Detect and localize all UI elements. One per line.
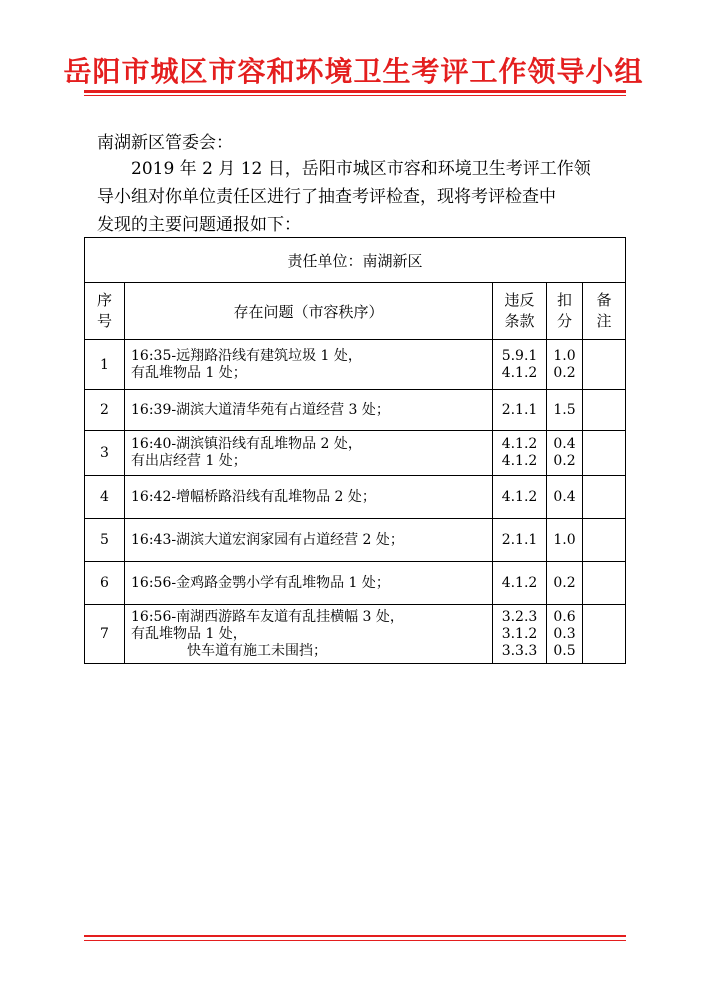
row-clauses: 5.9.1 4.1.2 bbox=[493, 340, 547, 390]
intro-line: 发现的主要问题通报如下： bbox=[97, 215, 301, 235]
intro-line: 2019 年 2 月 12 日，岳阳市城区市容和环境卫生考评工作领 bbox=[131, 159, 591, 179]
footer-rule-thick bbox=[84, 935, 626, 937]
table-row bbox=[85, 476, 626, 519]
row-problem: 16:56-金鸡路金鹗小学有乱堆物品 1 处； bbox=[125, 562, 493, 605]
row-clauses: 4.1.2 bbox=[493, 562, 547, 605]
row-clauses: 4.1.2 bbox=[493, 476, 547, 519]
row-scores: 1.0 bbox=[547, 519, 583, 562]
row-scores: 0.4 0.2 bbox=[547, 431, 583, 476]
seq-header: 序 号 bbox=[85, 283, 125, 340]
row-remark bbox=[583, 390, 626, 431]
table-row bbox=[85, 519, 626, 562]
responsible-unit: 责任单位：南湖新区 bbox=[85, 238, 626, 283]
row-remark bbox=[583, 562, 626, 605]
row-remark bbox=[583, 519, 626, 562]
row-problem: 16:35-远翔路沿线有建筑垃圾 1 处， 有乱堆物品 1 处； bbox=[125, 340, 493, 390]
remark-header: 备 注 bbox=[583, 283, 626, 340]
row-seq: 2 bbox=[85, 390, 125, 431]
row-problem: 16:42-增幅桥路沿线有乱堆物品 2 处； bbox=[125, 476, 493, 519]
table-row bbox=[85, 605, 626, 664]
inspection-table bbox=[84, 237, 626, 664]
clause-header: 违反 条款 bbox=[493, 283, 547, 340]
row-clauses: 3.2.3 3.1.2 3.3.3 bbox=[493, 605, 547, 664]
header-row bbox=[85, 283, 626, 340]
row-clauses: 4.1.2 4.1.2 bbox=[493, 431, 547, 476]
row-scores: 0.2 bbox=[547, 562, 583, 605]
row-seq: 4 bbox=[85, 476, 125, 519]
row-clauses: 2.1.1 bbox=[493, 390, 547, 431]
row-seq: 3 bbox=[85, 431, 125, 476]
row-remark bbox=[583, 340, 626, 390]
deduct-header: 扣 分 bbox=[547, 283, 583, 340]
table-row bbox=[85, 562, 626, 605]
row-seq: 7 bbox=[85, 605, 125, 664]
table-row bbox=[85, 431, 626, 476]
row-problem: 16:43-湖滨大道宏润家园有占道经营 2 处； bbox=[125, 519, 493, 562]
row-scores: 1.0 0.2 bbox=[547, 340, 583, 390]
row-problem: 16:56-南湖西游路车友道有乱挂横幅 3 处， 有乱堆物品 1 处， 快车道有施工未围挡； bbox=[125, 605, 493, 664]
row-scores: 1.5 bbox=[547, 390, 583, 431]
row-scores: 0.4 bbox=[547, 476, 583, 519]
row-problem: 16:40-湖滨镇沿线有乱堆物品 2 处， 有出店经营 1 处； bbox=[125, 431, 493, 476]
problem-header: 存在问题（市容秩序） bbox=[125, 283, 493, 340]
row-clauses: 2.1.1 bbox=[493, 519, 547, 562]
addressee: 南湖新区管委会： bbox=[97, 133, 233, 153]
intro-paragraph bbox=[97, 155, 617, 239]
row-seq: 5 bbox=[85, 519, 125, 562]
unit-row bbox=[85, 238, 626, 283]
row-seq: 6 bbox=[85, 562, 125, 605]
footer-rule-thin bbox=[84, 940, 626, 941]
row-seq: 1 bbox=[85, 340, 125, 390]
row-remark bbox=[583, 431, 626, 476]
table-row bbox=[85, 390, 626, 431]
row-scores: 0.6 0.3 0.5 bbox=[547, 605, 583, 664]
table-row bbox=[85, 340, 626, 390]
row-problem: 16:39-湖滨大道清华苑有占道经营 3 处； bbox=[125, 390, 493, 431]
intro-line: 导小组对你单位责任区进行了抽查考评检查，现将考评检查中 bbox=[97, 187, 556, 207]
row-remark bbox=[583, 605, 626, 664]
document-title: 岳阳市城区市容和环境卫生考评工作领导小组 bbox=[63, 55, 644, 88]
title-rule-thin bbox=[84, 95, 626, 96]
title-rule-thick bbox=[84, 90, 626, 93]
row-remark bbox=[583, 476, 626, 519]
